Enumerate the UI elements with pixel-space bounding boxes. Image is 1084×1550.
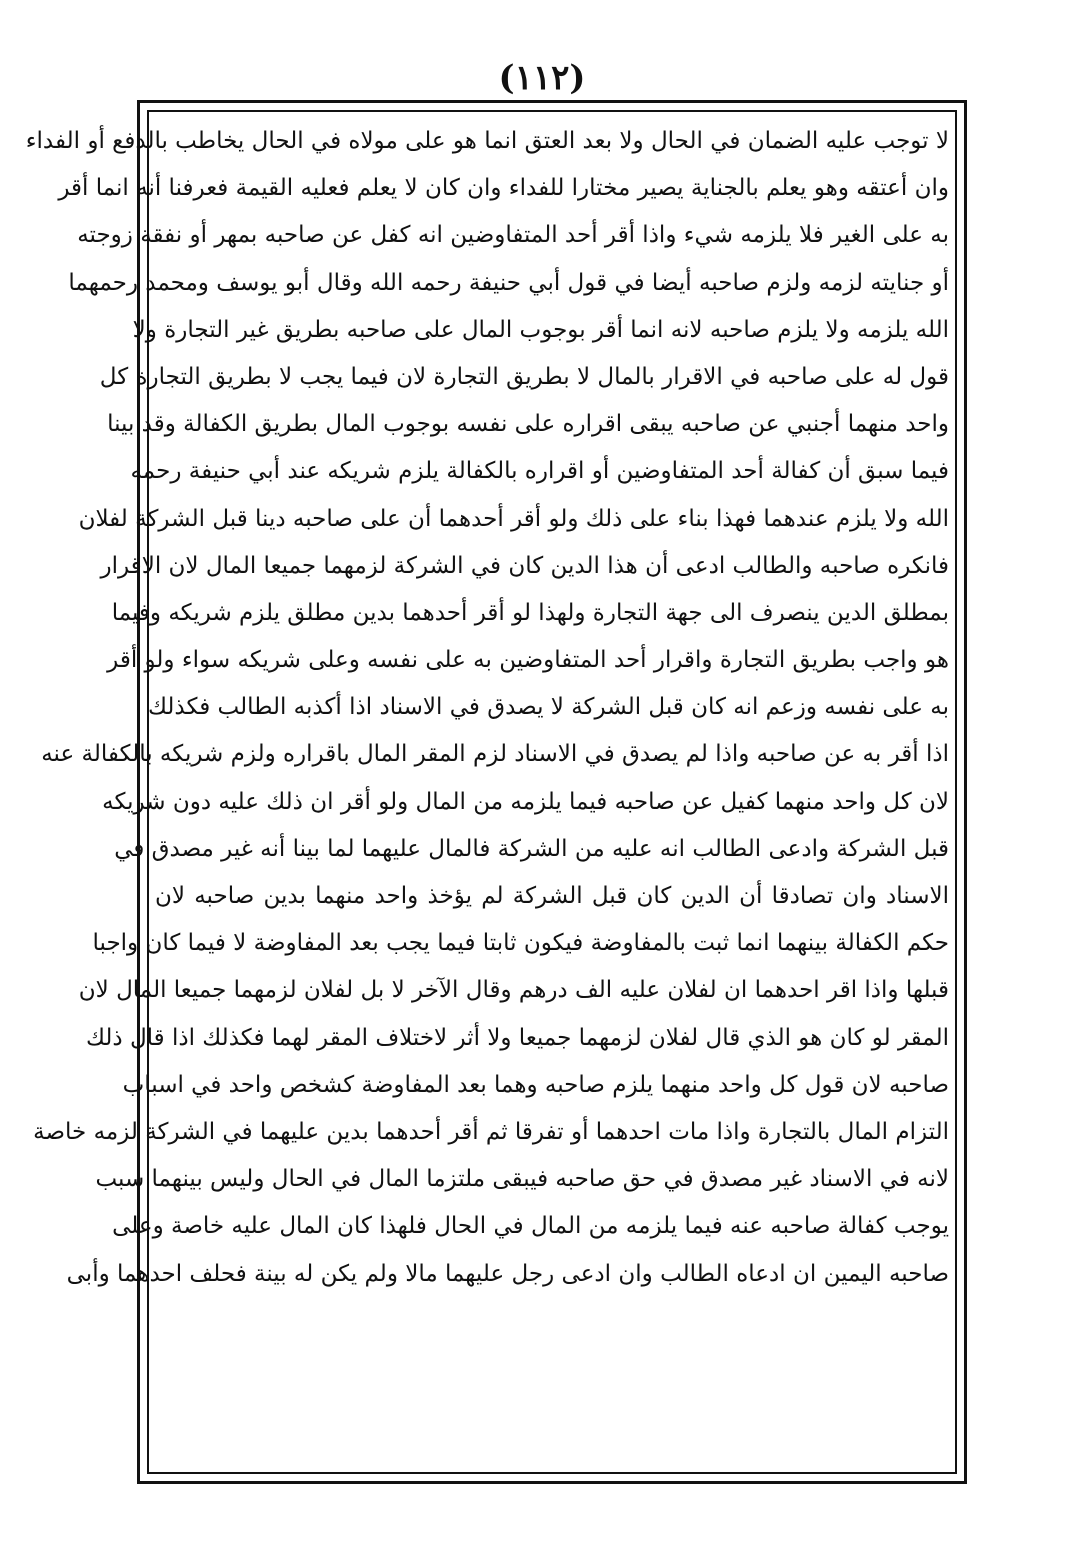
- text-line: الله ولا يلزم عندهما فهذا بناء على ذلك ولو أقر أحدهما أن على صاحبه دينا قبل الشركة لفلان: [78, 505, 949, 532]
- text-line: لانه في الاسناد غير مصدق في حق صاحبه فيبقى ملتزما المال في الحال وليس بينهما سبب: [95, 1166, 949, 1193]
- text-line: لان كل واحد منهما كفيل عن صاحبه فيما يلزمه من المال ولو أقر ان ذلك عليه دون شريكه: [102, 788, 949, 815]
- text-line: لا توجب عليه الضمان في الحال ولا بعد العتق انما هو على مولاه في الحال يخاطب بالدفع أو الفداء: [25, 128, 949, 154]
- text-line: صاحبه اليمين ان ادعاه الطالب وان ادعى رجل عليهما مالا ولم يكن له بينة فحلف احدهما وأبى: [66, 1260, 949, 1287]
- text-line: الاسناد وان تصادقا أن الدين كان قبل الشركة لم يؤخذ واحد منهما بدين صاحبه لان: [155, 883, 949, 909]
- page-number: (١١٢): [498, 58, 586, 98]
- text-line: صاحبه لان قول كل واحد منهما يلزم صاحبه وهما بعد المفاوضة كشخص واحد في اسباب: [122, 1071, 949, 1098]
- text-line: يوجب كفالة صاحبه عنه فيما يلزمه من المال في الحال فلهذا كان المال عليه خاصة وعلى: [112, 1213, 949, 1240]
- text-line: فيما سبق أن كفالة أحد المتفاوضين أو اقراره بالكفالة يلزم شريكه عند أبي حنيفة رحمه: [130, 458, 949, 485]
- text-line: قول له على صاحبه في الاقرار بالمال لا بطريق التجارة لان فيما يجب لا بطريق التجارة كل: [99, 363, 949, 390]
- text-line: واحد منهما أجنبي عن صاحبه يبقى اقراره على نفسه بوجوب المال بطريق الكفالة وقد بينا: [107, 411, 949, 438]
- text-line: قبلها واذا اقر احدهما ان لفلان عليه الف درهم وقال الآخر لا بل لفلان لزمهما جميعا المال لان: [78, 977, 949, 1004]
- text-line: اذا أقر به عن صاحبه واذا لم يصدق في الاسناد لزم المقر المال باقراره ولزم شريكه بالكفالة عنه: [41, 741, 949, 768]
- text-line: هو واجب بطريق التجارة واقرار أحد المتفاوضين به على نفسه وعلى شريكه سواء ولو أقر: [107, 647, 949, 674]
- text-line: المقر لو كان هو الذي قال لفلان لزمهما جميعا ولا أثر لاختلاف المقر لهما فكذلك اذا قال ذلك: [86, 1024, 949, 1051]
- text-line: التزام المال بالتجارة واذا مات احدهما أو تفرقا ثم أقر أحدهما بدين عليهما في الشركة لزمه خاصة: [33, 1118, 949, 1145]
- body-text: [25, 118, 949, 1468]
- text-line: وان أعتقه وهو يعلم بالجناية يصير مختارا للفداء وان كان لا يعلم فعليه القيمة فعرفنا أنه انما أقر: [58, 175, 949, 202]
- text-line: حكم الكفالة بينهما انما ثبت بالمفاوضة فيكون ثابتا فيما يجب بعد المفاوضة لا فيما كان واجبا: [92, 930, 949, 957]
- text-line: قبل الشركة وادعى الطالب انه عليه من الشركة فالمال عليهما لما بينا أنه غير مصدق في: [114, 835, 949, 862]
- text-line: أو جنايته لزمه ولزم صاحبه أيضا في قول أبي حنيفة رحمه الله وقال أبو يوسف ومحمد رحمهما: [68, 269, 949, 296]
- text-line: الله يلزمه ولا يلزم صاحبه لانه انما أقر بوجوب المال على صاحبه بطريق غير التجارة ولا: [132, 316, 949, 343]
- text-line: به على الغير فلا يلزمه شيء واذا أقر أحد المتفاوضين انه كفل عن صاحبه بمهر أو نفقة زوجته: [77, 222, 949, 249]
- text-line: به على نفسه وزعم انه كان قبل الشركة لا يصدق في الاسناد اذا أكذبه الطالب فكذلك: [148, 694, 949, 721]
- text-line: فانكره صاحبه والطالب ادعى أن هذا الدين كان في الشركة لزمهما جميعا المال لان الاقرار: [100, 552, 949, 579]
- text-line: بمطلق الدين ينصرف الى جهة التجارة ولهذا لو أقر أحدهما بدين مطلق يلزم شريكه وفيما: [111, 599, 949, 626]
